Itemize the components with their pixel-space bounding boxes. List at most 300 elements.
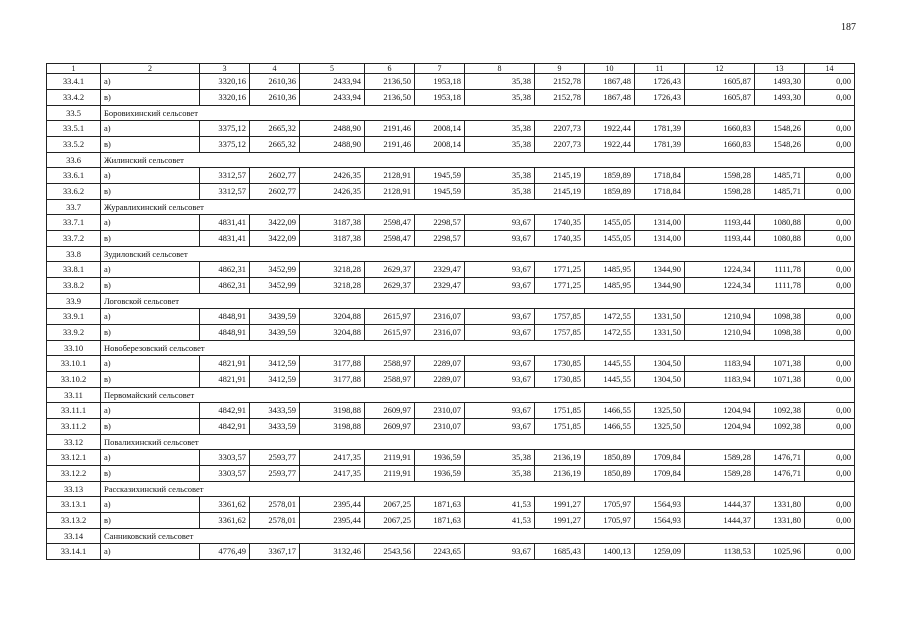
value-cell: 2433,94 <box>300 74 365 90</box>
value-cell: 2191,46 <box>365 121 415 137</box>
value-cell: 2598,47 <box>365 215 415 231</box>
section-row <box>47 482 855 497</box>
row-label: а) <box>101 544 200 560</box>
value-cell: 1493,30 <box>755 74 805 90</box>
value-cell: 3204,88 <box>300 309 365 325</box>
value-cell: 1936,59 <box>415 466 465 482</box>
row-label: в) <box>101 513 200 529</box>
section-title: Новоберезовский сельсовет <box>101 341 855 356</box>
value-cell: 1685,43 <box>535 544 585 560</box>
value-cell: 2128,91 <box>365 168 415 184</box>
value-cell: 2629,37 <box>365 278 415 294</box>
value-cell: 3422,09 <box>250 215 300 231</box>
value-cell: 0,00 <box>805 262 855 278</box>
value-cell: 1259,09 <box>635 544 685 560</box>
section-title: Боровихинский сельсовет <box>101 106 855 121</box>
value-cell: 1953,18 <box>415 74 465 90</box>
row-label: в) <box>101 184 200 200</box>
value-cell: 1204,94 <box>685 419 755 435</box>
value-cell: 1730,85 <box>535 372 585 388</box>
value-cell: 2310,07 <box>415 419 465 435</box>
value-cell: 3439,59 <box>250 325 300 341</box>
value-cell: 1466,55 <box>585 403 635 419</box>
value-cell: 2207,73 <box>535 137 585 153</box>
value-cell: 1476,71 <box>755 450 805 466</box>
value-cell: 3312,57 <box>200 184 250 200</box>
section-row <box>47 435 855 450</box>
value-cell: 4862,31 <box>200 278 250 294</box>
table-row <box>47 262 855 278</box>
value-cell: 1598,28 <box>685 168 755 184</box>
value-cell: 1224,34 <box>685 262 755 278</box>
value-cell: 1092,38 <box>755 403 805 419</box>
value-cell: 1850,89 <box>585 450 635 466</box>
column-number-cell: 7 <box>415 64 465 74</box>
table-row <box>47 356 855 372</box>
value-cell: 1444,37 <box>685 513 755 529</box>
row-code: 33.4.2 <box>47 90 101 106</box>
value-cell: 1445,55 <box>585 356 635 372</box>
row-code: 33.12 <box>47 435 101 450</box>
row-code: 33.8.2 <box>47 278 101 294</box>
value-cell: 4842,91 <box>200 419 250 435</box>
value-cell: 1991,27 <box>535 513 585 529</box>
value-cell: 1740,35 <box>535 215 585 231</box>
row-label: в) <box>101 231 200 247</box>
value-cell: 0,00 <box>805 278 855 294</box>
value-cell: 0,00 <box>805 372 855 388</box>
value-cell: 3439,59 <box>250 309 300 325</box>
value-cell: 93,67 <box>465 419 535 435</box>
value-cell: 1071,38 <box>755 356 805 372</box>
section-title: Логовской сельсовет <box>101 294 855 309</box>
value-cell: 0,00 <box>805 137 855 153</box>
value-cell: 41,53 <box>465 513 535 529</box>
table-row <box>47 309 855 325</box>
value-cell: 1757,85 <box>535 325 585 341</box>
table-row <box>47 74 855 90</box>
value-cell: 2395,44 <box>300 513 365 529</box>
table-row <box>47 497 855 513</box>
value-cell: 2145,19 <box>535 184 585 200</box>
value-cell: 0,00 <box>805 356 855 372</box>
value-cell: 3204,88 <box>300 325 365 341</box>
value-cell: 2008,14 <box>415 137 465 153</box>
value-cell: 3198,88 <box>300 419 365 435</box>
tariff-table <box>46 63 855 560</box>
row-code: 33.13.2 <box>47 513 101 529</box>
table-row <box>47 215 855 231</box>
column-number-cell: 2 <box>101 64 200 74</box>
value-cell: 2310,07 <box>415 403 465 419</box>
value-cell: 1548,26 <box>755 137 805 153</box>
value-cell: 1224,34 <box>685 278 755 294</box>
row-code: 33.11 <box>47 388 101 403</box>
value-cell: 35,38 <box>465 466 535 482</box>
value-cell: 1025,96 <box>755 544 805 560</box>
row-label: а) <box>101 262 200 278</box>
value-cell: 1751,85 <box>535 403 585 419</box>
value-cell: 1210,94 <box>685 309 755 325</box>
value-cell: 1331,80 <box>755 513 805 529</box>
table-row <box>47 419 855 435</box>
row-code: 33.14.1 <box>47 544 101 560</box>
value-cell: 1718,84 <box>635 168 685 184</box>
value-cell: 1455,05 <box>585 215 635 231</box>
value-cell: 93,67 <box>465 231 535 247</box>
value-cell: 2665,32 <box>250 137 300 153</box>
value-cell: 3218,28 <box>300 262 365 278</box>
value-cell: 1304,50 <box>635 356 685 372</box>
value-cell: 1781,39 <box>635 137 685 153</box>
value-cell: 1867,48 <box>585 90 635 106</box>
column-number-cell: 6 <box>365 64 415 74</box>
row-label: в) <box>101 137 200 153</box>
value-cell: 2119,91 <box>365 450 415 466</box>
value-cell: 3361,62 <box>200 497 250 513</box>
value-cell: 2615,97 <box>365 309 415 325</box>
value-cell: 3412,59 <box>250 356 300 372</box>
value-cell: 3452,99 <box>250 278 300 294</box>
row-code: 33.9.1 <box>47 309 101 325</box>
value-cell: 3412,59 <box>250 372 300 388</box>
value-cell: 1314,00 <box>635 231 685 247</box>
value-cell: 2152,78 <box>535 74 585 90</box>
section-row <box>47 388 855 403</box>
value-cell: 2615,97 <box>365 325 415 341</box>
value-cell: 3303,57 <box>200 450 250 466</box>
page-number: 187 <box>841 22 856 33</box>
table-row <box>47 513 855 529</box>
row-code: 33.7 <box>47 200 101 215</box>
value-cell: 4862,31 <box>200 262 250 278</box>
row-code: 33.5.1 <box>47 121 101 137</box>
section-row <box>47 341 855 356</box>
value-cell: 0,00 <box>805 419 855 435</box>
value-cell: 1548,26 <box>755 121 805 137</box>
value-cell: 1945,59 <box>415 168 465 184</box>
value-cell: 3367,17 <box>250 544 300 560</box>
row-code: 33.8.1 <box>47 262 101 278</box>
value-cell: 1859,89 <box>585 184 635 200</box>
row-code: 33.6.2 <box>47 184 101 200</box>
row-label: в) <box>101 90 200 106</box>
value-cell: 3187,38 <box>300 231 365 247</box>
value-cell: 2008,14 <box>415 121 465 137</box>
row-label: а) <box>101 168 200 184</box>
row-code: 33.10.1 <box>47 356 101 372</box>
value-cell: 1871,63 <box>415 513 465 529</box>
value-cell: 1344,90 <box>635 262 685 278</box>
value-cell: 1871,63 <box>415 497 465 513</box>
value-cell: 2191,46 <box>365 137 415 153</box>
section-title: Жилинский сельсовет <box>101 153 855 168</box>
value-cell: 2067,25 <box>365 513 415 529</box>
value-cell: 1953,18 <box>415 90 465 106</box>
row-code: 33.10.2 <box>47 372 101 388</box>
value-cell: 1071,38 <box>755 372 805 388</box>
column-number-cell: 5 <box>300 64 365 74</box>
value-cell: 1444,37 <box>685 497 755 513</box>
value-cell: 1325,50 <box>635 403 685 419</box>
section-row <box>47 294 855 309</box>
table-row <box>47 90 855 106</box>
value-cell: 35,38 <box>465 168 535 184</box>
column-number-row <box>47 64 855 74</box>
value-cell: 3375,12 <box>200 137 250 153</box>
value-cell: 1751,85 <box>535 419 585 435</box>
value-cell: 1445,55 <box>585 372 635 388</box>
value-cell: 1193,44 <box>685 231 755 247</box>
value-cell: 3361,62 <box>200 513 250 529</box>
value-cell: 3198,88 <box>300 403 365 419</box>
table-row <box>47 544 855 560</box>
value-cell: 2136,19 <box>535 466 585 482</box>
value-cell: 1740,35 <box>535 231 585 247</box>
row-code: 33.11.1 <box>47 403 101 419</box>
value-cell: 2593,77 <box>250 466 300 482</box>
value-cell: 3422,09 <box>250 231 300 247</box>
value-cell: 0,00 <box>805 168 855 184</box>
value-cell: 3187,38 <box>300 215 365 231</box>
value-cell: 1726,43 <box>635 90 685 106</box>
row-code: 33.8 <box>47 247 101 262</box>
row-label: а) <box>101 403 200 419</box>
column-number-cell: 13 <box>755 64 805 74</box>
row-label: а) <box>101 497 200 513</box>
value-cell: 0,00 <box>805 309 855 325</box>
value-cell: 4842,91 <box>200 403 250 419</box>
row-label: а) <box>101 74 200 90</box>
row-code: 33.6 <box>47 153 101 168</box>
value-cell: 3132,46 <box>300 544 365 560</box>
value-cell: 1472,55 <box>585 325 635 341</box>
value-cell: 2329,47 <box>415 262 465 278</box>
table-row <box>47 137 855 153</box>
value-cell: 2665,32 <box>250 121 300 137</box>
value-cell: 2316,07 <box>415 325 465 341</box>
value-cell: 1193,44 <box>685 215 755 231</box>
value-cell: 1325,50 <box>635 419 685 435</box>
value-cell: 2609,97 <box>365 419 415 435</box>
value-cell: 2329,47 <box>415 278 465 294</box>
table-body <box>47 64 855 560</box>
table-row <box>47 372 855 388</box>
section-title: Рассказихинский сельсовет <box>101 482 855 497</box>
value-cell: 4821,91 <box>200 372 250 388</box>
value-cell: 3303,57 <box>200 466 250 482</box>
table-row <box>47 325 855 341</box>
value-cell: 0,00 <box>805 74 855 90</box>
value-cell: 1204,94 <box>685 403 755 419</box>
value-cell: 0,00 <box>805 121 855 137</box>
column-number-cell: 9 <box>535 64 585 74</box>
value-cell: 1660,83 <box>685 121 755 137</box>
value-cell: 4831,41 <box>200 231 250 247</box>
value-cell: 1098,38 <box>755 325 805 341</box>
value-cell: 1304,50 <box>635 372 685 388</box>
value-cell: 1709,84 <box>635 466 685 482</box>
row-code: 33.14 <box>47 529 101 544</box>
column-number-cell: 12 <box>685 64 755 74</box>
value-cell: 1111,78 <box>755 278 805 294</box>
value-cell: 2578,01 <box>250 513 300 529</box>
value-cell: 1709,84 <box>635 450 685 466</box>
value-cell: 2610,36 <box>250 74 300 90</box>
row-code: 33.12.2 <box>47 466 101 482</box>
value-cell: 1476,71 <box>755 466 805 482</box>
value-cell: 1485,95 <box>585 262 635 278</box>
value-cell: 1922,44 <box>585 121 635 137</box>
table-row <box>47 450 855 466</box>
value-cell: 3218,28 <box>300 278 365 294</box>
value-cell: 1598,28 <box>685 184 755 200</box>
row-label: в) <box>101 419 200 435</box>
value-cell: 1936,59 <box>415 450 465 466</box>
section-title: Повалихинский сельсовет <box>101 435 855 450</box>
value-cell: 2395,44 <box>300 497 365 513</box>
value-cell: 1991,27 <box>535 497 585 513</box>
section-row <box>47 200 855 215</box>
value-cell: 1605,87 <box>685 90 755 106</box>
value-cell: 1466,55 <box>585 419 635 435</box>
value-cell: 2602,77 <box>250 184 300 200</box>
row-code: 33.9 <box>47 294 101 309</box>
value-cell: 2417,35 <box>300 450 365 466</box>
value-cell: 3312,57 <box>200 168 250 184</box>
value-cell: 1945,59 <box>415 184 465 200</box>
value-cell: 2243,65 <box>415 544 465 560</box>
column-number-cell: 8 <box>465 64 535 74</box>
value-cell: 93,67 <box>465 278 535 294</box>
row-code: 33.11.2 <box>47 419 101 435</box>
value-cell: 0,00 <box>805 403 855 419</box>
table-row <box>47 231 855 247</box>
value-cell: 2588,97 <box>365 356 415 372</box>
value-cell: 1730,85 <box>535 356 585 372</box>
row-code: 33.6.1 <box>47 168 101 184</box>
value-cell: 1564,93 <box>635 497 685 513</box>
row-code: 33.12.1 <box>47 450 101 466</box>
value-cell: 93,67 <box>465 325 535 341</box>
value-cell: 2426,35 <box>300 184 365 200</box>
value-cell: 2136,50 <box>365 90 415 106</box>
row-label: в) <box>101 278 200 294</box>
row-code: 33.5 <box>47 106 101 121</box>
value-cell: 2588,97 <box>365 372 415 388</box>
section-row <box>47 529 855 544</box>
value-cell: 1111,78 <box>755 262 805 278</box>
value-cell: 1210,94 <box>685 325 755 341</box>
value-cell: 1726,43 <box>635 74 685 90</box>
value-cell: 1485,95 <box>585 278 635 294</box>
table-row <box>47 168 855 184</box>
value-cell: 1331,50 <box>635 325 685 341</box>
value-cell: 4848,91 <box>200 325 250 341</box>
value-cell: 2578,01 <box>250 497 300 513</box>
value-cell: 2593,77 <box>250 450 300 466</box>
value-cell: 1400,13 <box>585 544 635 560</box>
row-code: 33.10 <box>47 341 101 356</box>
section-title: Зудиловский сельсовет <box>101 247 855 262</box>
value-cell: 2289,07 <box>415 356 465 372</box>
value-cell: 93,67 <box>465 403 535 419</box>
value-cell: 0,00 <box>805 450 855 466</box>
column-number-cell: 10 <box>585 64 635 74</box>
row-label: а) <box>101 121 200 137</box>
value-cell: 0,00 <box>805 215 855 231</box>
value-cell: 1314,00 <box>635 215 685 231</box>
value-cell: 1660,83 <box>685 137 755 153</box>
value-cell: 93,67 <box>465 309 535 325</box>
row-label: в) <box>101 372 200 388</box>
column-number-cell: 1 <box>47 64 101 74</box>
value-cell: 2298,57 <box>415 231 465 247</box>
value-cell: 2598,47 <box>365 231 415 247</box>
value-cell: 35,38 <box>465 90 535 106</box>
value-cell: 1718,84 <box>635 184 685 200</box>
value-cell: 93,67 <box>465 544 535 560</box>
row-code: 33.9.2 <box>47 325 101 341</box>
value-cell: 0,00 <box>805 184 855 200</box>
value-cell: 2289,07 <box>415 372 465 388</box>
value-cell: 2417,35 <box>300 466 365 482</box>
value-cell: 2316,07 <box>415 309 465 325</box>
value-cell: 1850,89 <box>585 466 635 482</box>
value-cell: 3177,88 <box>300 372 365 388</box>
value-cell: 3433,59 <box>250 403 300 419</box>
value-cell: 2609,97 <box>365 403 415 419</box>
row-label: а) <box>101 356 200 372</box>
value-cell: 3375,12 <box>200 121 250 137</box>
value-cell: 2128,91 <box>365 184 415 200</box>
value-cell: 1183,94 <box>685 372 755 388</box>
value-cell: 1455,05 <box>585 231 635 247</box>
row-label: а) <box>101 450 200 466</box>
value-cell: 1705,97 <box>585 497 635 513</box>
value-cell: 2119,91 <box>365 466 415 482</box>
value-cell: 1859,89 <box>585 168 635 184</box>
value-cell: 4776,49 <box>200 544 250 560</box>
value-cell: 93,67 <box>465 372 535 388</box>
value-cell: 1344,90 <box>635 278 685 294</box>
value-cell: 2298,57 <box>415 215 465 231</box>
value-cell: 2488,90 <box>300 121 365 137</box>
value-cell: 1331,50 <box>635 309 685 325</box>
column-number-cell: 11 <box>635 64 685 74</box>
value-cell: 1705,97 <box>585 513 635 529</box>
row-code: 33.13.1 <box>47 497 101 513</box>
value-cell: 3452,99 <box>250 262 300 278</box>
value-cell: 2488,90 <box>300 137 365 153</box>
value-cell: 2602,77 <box>250 168 300 184</box>
value-cell: 1472,55 <box>585 309 635 325</box>
value-cell: 1092,38 <box>755 419 805 435</box>
value-cell: 1589,28 <box>685 450 755 466</box>
row-label: а) <box>101 215 200 231</box>
value-cell: 1757,85 <box>535 309 585 325</box>
value-cell: 4821,91 <box>200 356 250 372</box>
row-label: в) <box>101 466 200 482</box>
value-cell: 93,67 <box>465 356 535 372</box>
value-cell: 2145,19 <box>535 168 585 184</box>
value-cell: 1485,71 <box>755 168 805 184</box>
table-row <box>47 184 855 200</box>
value-cell: 1183,94 <box>685 356 755 372</box>
value-cell: 35,38 <box>465 137 535 153</box>
value-cell: 41,53 <box>465 497 535 513</box>
value-cell: 2426,35 <box>300 168 365 184</box>
